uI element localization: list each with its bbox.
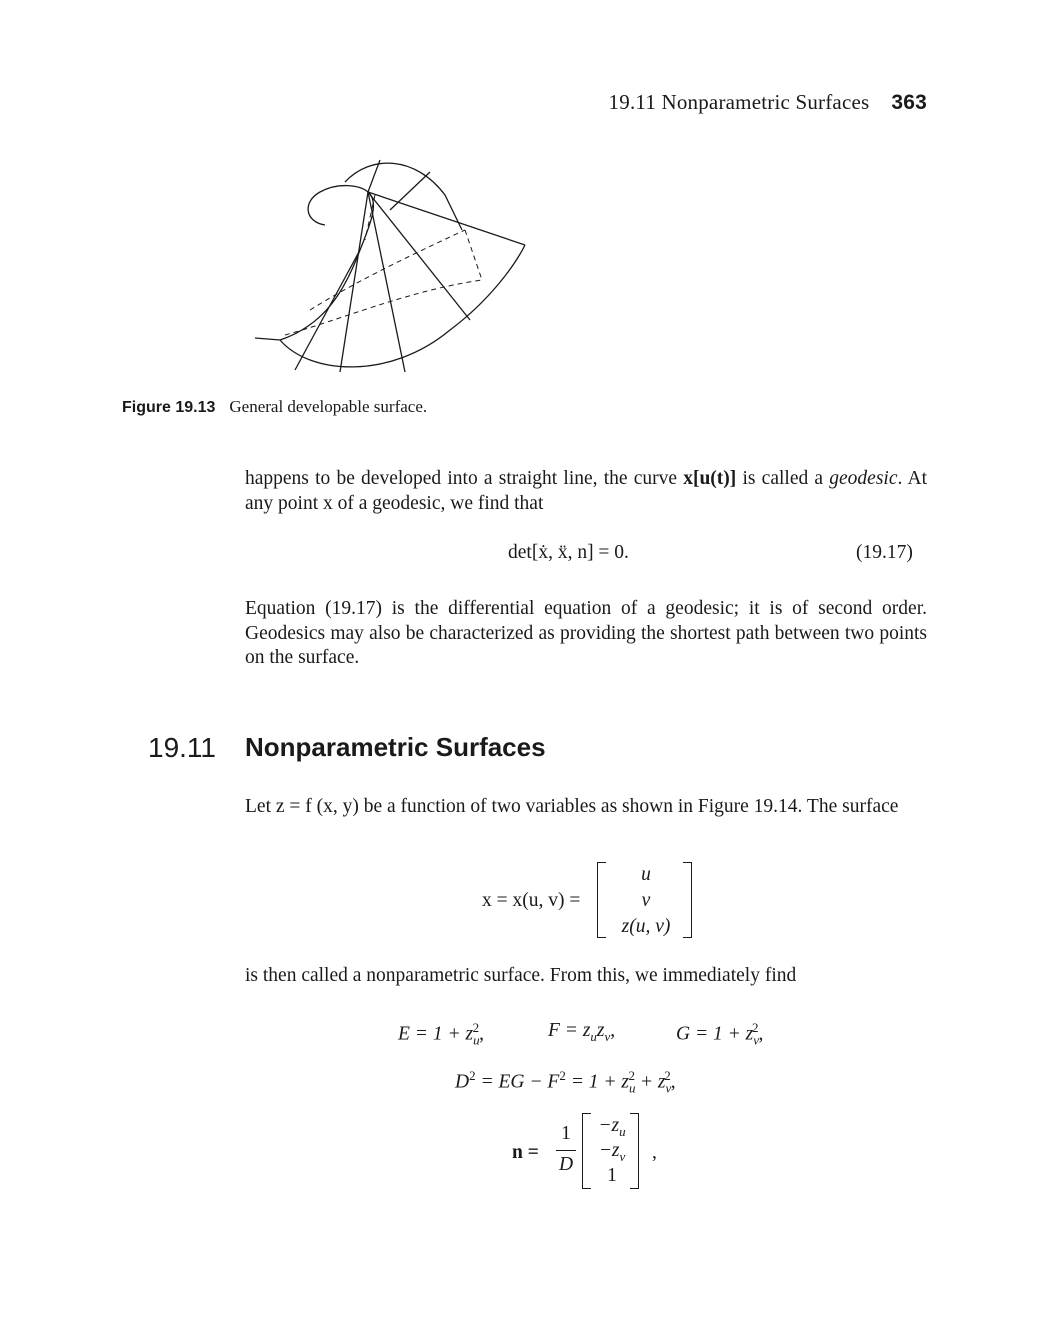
paragraph-geodesic-definition (245, 597, 927, 671)
edge-line (368, 192, 525, 245)
page-number: 363 (891, 91, 927, 114)
section-number: 19.11 (148, 732, 216, 763)
eq-D-sup: 2 (469, 1068, 476, 1083)
para2-text: Equation (19.17) is the differential equation of a geodesic; it is of second order. Geodesics may also be characterized as providing the shortest path between two points on the surface. (245, 598, 927, 668)
eq-D-rest: = EG − F (475, 1071, 560, 1093)
eq-F-sub2: v (604, 1028, 611, 1044)
running-header (0, 90, 927, 115)
normal-row-2-text: −z (598, 1140, 620, 1161)
paragraph-surface-intro (245, 795, 927, 820)
normal-lhs-text: n = (512, 1142, 539, 1163)
equation-19-17: det[ẋ, ẍ, n] = 0. (508, 542, 629, 563)
para3-text: Let z = f (x, y) be a function of two variables as shown in Figure 19.14. The surface (245, 796, 899, 817)
para1-middle: is called a (736, 468, 830, 489)
figure-caption-text: General developable surface. (229, 397, 428, 416)
surface-row-u (610, 864, 682, 886)
eq-F: $F = z_uz_v$, (548, 1020, 616, 1044)
normal-row-3: 1 (607, 1165, 617, 1186)
section-title: Nonparametric Surfaces (245, 732, 546, 762)
normal-frac-num: 1 (561, 1123, 571, 1144)
ruling-1 (340, 192, 368, 372)
eq-F-mid: z (596, 1020, 605, 1041)
surface-bracket-left (597, 862, 606, 938)
eq-D-squared: $D^2$ = EG − $F^2 = 1 + z_u^2 + z_v^2$, (455, 1068, 676, 1096)
normal-frac-den-text: D (558, 1154, 574, 1175)
equation-number-19-17: (19.17) (856, 542, 913, 563)
spiral-curve (255, 186, 373, 340)
normal-bracket-left (582, 1113, 591, 1189)
eq-G: $G = 1 + z_v^2$, (676, 1020, 764, 1048)
running-title: 19.11 Nonparametric Surfaces (608, 90, 870, 114)
figure-caption (122, 397, 427, 417)
eq-E: $E = 1 + z_u^2$, (398, 1020, 484, 1048)
eq-F-sub1: u (590, 1028, 597, 1044)
normal-comma: , (652, 1142, 657, 1163)
developable-surface-drawing (250, 150, 540, 390)
figure-label: Figure 19.13 (122, 399, 216, 416)
eq-G-sup: 2 (752, 1020, 759, 1035)
paragraph-geodesic-intro (245, 467, 927, 516)
hidden-line-2 (310, 230, 465, 310)
normal-row-1 (592, 1115, 632, 1140)
eq-E-sup: 2 (472, 1020, 480, 1035)
eq-D-rest2: = 1 + z (565, 1071, 629, 1093)
eq-G-sub: v (753, 1032, 760, 1048)
surface-bracket-right (683, 862, 692, 938)
hidden-line-3 (465, 230, 482, 280)
para1-term: geodesic (829, 468, 898, 489)
normal-lhs (512, 1142, 539, 1164)
ruling-6 (390, 172, 430, 210)
eq-D-sup-v: 2 (664, 1068, 671, 1083)
para1-after: . At any point x of a geodesic, we find that (245, 468, 927, 514)
eq-D-sub-u: u (628, 1080, 636, 1096)
ruling-2 (368, 192, 405, 372)
paragraph-nonparametric (245, 964, 927, 989)
hidden-line-1 (285, 280, 482, 335)
normal-row-2 (592, 1140, 632, 1165)
eq-E-text: E = 1 + z (398, 1023, 474, 1045)
surface-row-v (610, 890, 682, 912)
outer-curve (280, 245, 525, 367)
normal-frac-den (556, 1154, 576, 1176)
eq-G-text: G = 1 + z (676, 1023, 754, 1045)
surface-row-v-text: v (641, 890, 651, 911)
eq-F-text: F = z (548, 1020, 591, 1041)
normal-row-2-sub: v (619, 1148, 626, 1164)
para4-text: is then called a nonparametric surface. From this, we immediately find (245, 965, 797, 986)
ruling-3 (368, 192, 470, 320)
surface-row-z (610, 916, 682, 938)
eq-D-sup-u: 2 (628, 1068, 635, 1083)
eq-D-plus: + z (634, 1071, 666, 1093)
para1-before: happens to be developed into a straight line, the curve (245, 468, 684, 489)
figure-developable-surface (250, 150, 540, 390)
eq-D-lhs: D (455, 1071, 470, 1093)
normal-row-1-text: −z (598, 1115, 620, 1136)
normal-frac-line (556, 1150, 576, 1151)
surface-eq-lhs: x = x(u, v) = (482, 890, 581, 911)
eq-E-sub: u (473, 1032, 480, 1048)
eq-F-sup: 2 (559, 1068, 566, 1083)
surface-row-z-text: z(u, v) (621, 916, 671, 937)
eq-D-sub-v: v (665, 1080, 672, 1096)
normal-row-1-sub: u (619, 1123, 626, 1139)
para1-curve: x[u(t)] (683, 468, 737, 489)
surface-row-u-text: u (641, 864, 651, 885)
